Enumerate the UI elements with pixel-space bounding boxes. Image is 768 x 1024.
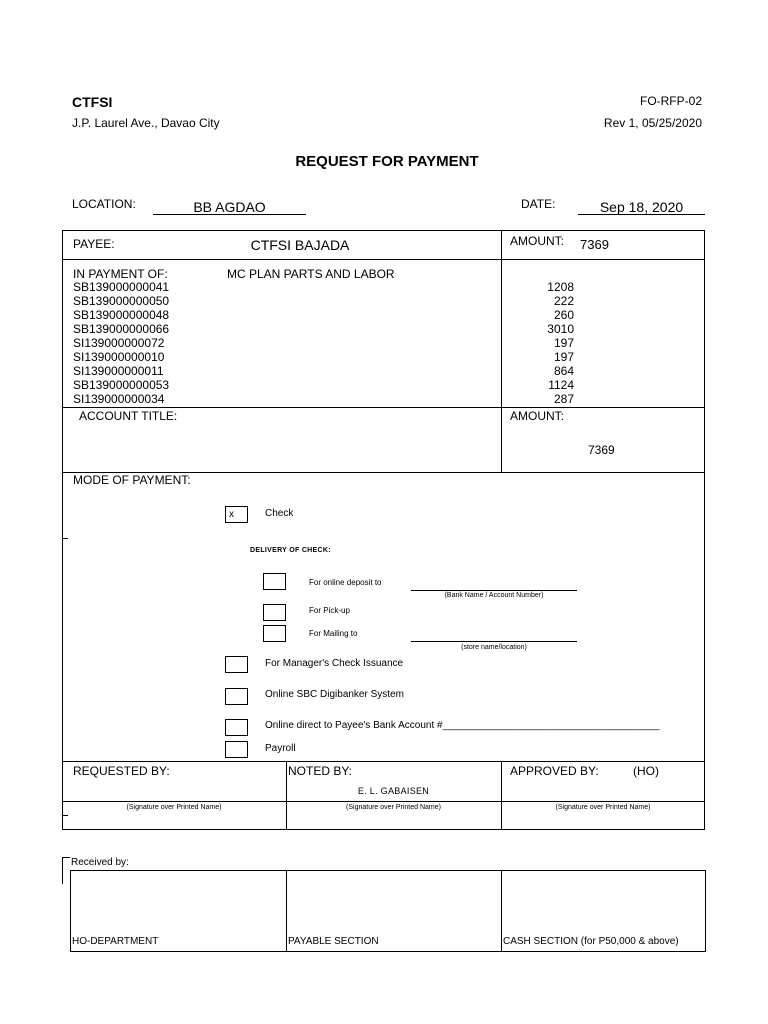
payment-ref: SB139000000048 (73, 308, 170, 322)
received-col-ho: HO-DEPARTMENT (72, 936, 159, 947)
location-label: LOCATION: (72, 197, 136, 211)
margin-tick (62, 538, 68, 539)
account-title-label: ACCOUNT TITLE: (79, 409, 178, 423)
requested-sig-caption: (Signature over Printed Name) (126, 804, 222, 811)
received-by-label: Received by: (71, 857, 129, 868)
payment-amount: 287 (553, 392, 574, 406)
direct-payee-checkbox[interactable] (225, 719, 248, 736)
bank-hint: (Bank Name / Account Number) (444, 592, 544, 599)
approved-by-note: (HO) (633, 764, 659, 778)
margin-tick (62, 857, 70, 858)
bank-underline (411, 590, 577, 591)
account-amount-value: 7369 (588, 443, 615, 457)
digibanker-label: Online SBC Digibanker System (265, 689, 404, 700)
pickup-label: For Pick-up (309, 606, 350, 615)
noted-by-label: NOTED BY: (288, 764, 353, 778)
payee-amount-label: AMOUNT: (510, 234, 564, 248)
account-row-divider (62, 407, 705, 408)
payment-amount: 1124 (548, 378, 574, 392)
approved-sig-caption: (Signature over Printed Name) (555, 804, 651, 811)
form-revision: Rev 1, 05/25/2020 (603, 116, 702, 130)
mailing-label: For Mailing to (309, 629, 358, 638)
payment-amount-list (474, 280, 574, 406)
margin-tick (62, 815, 68, 816)
received-divider-1 (286, 870, 287, 952)
date-underline (578, 214, 705, 215)
payee-row-divider (62, 259, 705, 260)
store-hint: (store name/location) (461, 644, 527, 651)
digibanker-checkbox[interactable] (225, 688, 248, 705)
payment-description: MC PLAN PARTS AND LABOR (227, 267, 395, 281)
online-deposit-checkbox[interactable] (263, 573, 286, 590)
payment-amount: 864 (553, 364, 574, 378)
mode-label: MODE OF PAYMENT: (73, 473, 191, 487)
payment-label: IN PAYMENT OF: (73, 267, 168, 281)
managers-check-label: For Manager's Check Issuance (265, 658, 404, 669)
payee-value: CTFSI BAJADA (250, 237, 350, 253)
payment-ref: SI139000000072 (73, 336, 165, 350)
store-underline (411, 641, 577, 642)
pickup-checkbox[interactable] (263, 604, 286, 621)
received-col-cash: CASH SECTION (for P50,000 & above) (503, 936, 679, 947)
payment-amount: 3010 (547, 322, 574, 336)
margin-bracket (62, 857, 63, 884)
date-value: Sep 18, 2020 (599, 199, 684, 215)
payment-ref: SB139000000066 (73, 322, 170, 336)
payroll-checkbox[interactable] (225, 741, 248, 758)
payment-ref: SI139000000034 (73, 392, 165, 406)
signature-divider-2 (501, 761, 502, 830)
date-label: DATE: (521, 197, 556, 211)
received-divider-2 (501, 870, 502, 952)
payment-ref-list (73, 280, 273, 406)
received-col-payable: PAYABLE SECTION (288, 936, 379, 947)
check-label: Check (265, 508, 294, 519)
location-underline (153, 214, 306, 215)
check-checkbox[interactable] (225, 506, 248, 523)
company-address: J.P. Laurel Ave., Davao City (72, 116, 220, 130)
payment-amount: 197 (553, 336, 574, 350)
payment-amount: 197 (553, 350, 574, 364)
payee-label: PAYEE: (73, 237, 115, 251)
noted-by-name: E. L. GABAISEN (357, 786, 430, 796)
account-amount-label: AMOUNT: (510, 409, 564, 423)
company-name: CTFSI (72, 94, 113, 110)
payroll-label: Payroll (265, 743, 296, 754)
payee-amount-value: 7369 (580, 237, 609, 252)
check-mark: x (229, 509, 234, 520)
payment-amount: 260 (553, 308, 574, 322)
payment-ref: SB139000000041 (73, 280, 170, 294)
online-deposit-label: For online deposit to (309, 578, 382, 587)
payment-ref: SB139000000050 (73, 294, 170, 308)
approved-by-label: APPROVED BY: (510, 764, 599, 778)
direct-payee-label: Online direct to Payee's Bank Account #_______________________________________ (265, 720, 660, 731)
page-title: REQUEST FOR PAYMENT (295, 153, 479, 170)
delivery-label: DELIVERY OF CHECK: (250, 547, 331, 554)
location-value: BB AGDAO (193, 199, 266, 215)
requested-by-label: REQUESTED BY: (73, 764, 170, 778)
payment-ref: SI139000000011 (73, 364, 164, 378)
payment-amount: 222 (553, 294, 574, 308)
payment-amount: 1208 (547, 280, 574, 294)
signature-row-divider (62, 761, 705, 762)
mailing-checkbox[interactable] (263, 625, 286, 642)
noted-sig-caption: (Signature over Printed Name) (346, 804, 441, 811)
signature-line (62, 801, 705, 802)
form-code: FO-RFP-02 (639, 94, 702, 108)
managers-check-checkbox[interactable] (225, 656, 248, 673)
payment-ref: SI139000000010 (73, 350, 165, 364)
payment-ref: SB139000000053 (73, 378, 170, 392)
